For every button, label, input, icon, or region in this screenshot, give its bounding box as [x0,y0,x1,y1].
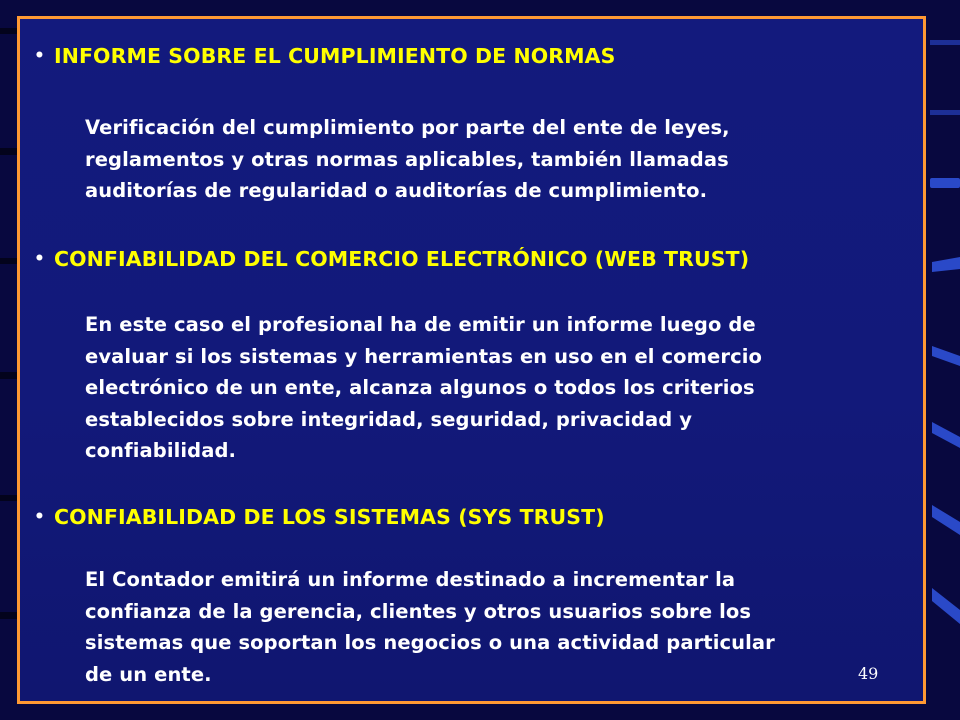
body-line: sistemas que soportan los negocios o una actividad particular [85,631,775,654]
body-line: establecidos sobre integridad, seguridad, privacidad y [85,407,693,431]
body-line: confiabilidad. [85,439,237,462]
section-heading [34,505,605,529]
body-line: electrónico de un ente, alcanza algunos o todos los criterios [85,376,755,399]
body-line: evaluar si los sistemas y herramientas en uso en el comercio [85,344,763,368]
section-heading [34,247,749,271]
body-line: de un ente. [85,662,212,686]
section-heading [34,44,615,68]
body-line: El Contador emitirá un informe destinado a incrementar la [85,568,736,591]
body-line: reglamentos y otras normas aplicables, también llamadas [85,147,729,171]
section-heading-text: INFORME SOBRE EL CUMPLIMIENTO DE NORMAS [53,44,616,68]
body-line: auditorías de regularidad o auditorías de cumplimiento. [85,179,708,202]
section-heading-text: CONFIABILIDAD DEL COMERCIO ELECTRÓNICO (WEB TRUST) [53,247,750,271]
bullet-icon: • [34,46,45,66]
body-line: Verificación del cumplimiento por parte del ente de leyes, [85,116,730,139]
section-body [85,309,905,467]
section-heading-text: CONFIABILIDAD DE LOS SISTEMAS (SYS TRUST) [53,505,605,529]
section-body [85,112,905,207]
bullet-icon: • [34,507,45,527]
section-body [85,564,905,690]
page-number: 49 [858,664,879,683]
body-line: confianza de la gerencia, clientes y otros usuarios sobre los [85,599,752,623]
body-line: En este caso el profesional ha de emitir un informe luego de [85,313,756,336]
bullet-icon: • [34,249,45,269]
content-frame [17,16,926,704]
